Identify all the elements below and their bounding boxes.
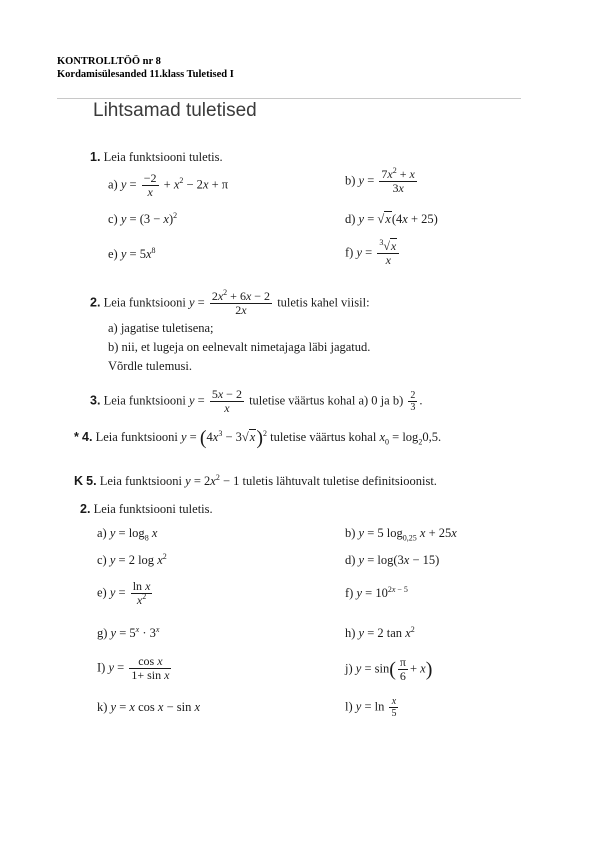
task1-text: Leia funktsiooni tuletis.	[103, 150, 223, 164]
part2-d: d) y = log(3x − 15)	[345, 553, 440, 567]
part2-j: j) y = sin( $\frac{\pi}{6}$ + x)	[345, 655, 433, 683]
task5-number: 5.	[86, 474, 97, 488]
task1-e: e) $y = 5x^8$	[108, 245, 156, 261]
header-title: KONTROLLTÖÖ nr 8	[57, 56, 161, 67]
task5-heading: K 5. Leia funktsiooni $y = 2x^2 - 1$ tuletis lähtuvalt tuletise definitsioonist.	[74, 472, 437, 488]
task4-mark: *	[74, 430, 79, 444]
task1-f: f) y = $\frac{^3√x}{x}$	[345, 240, 401, 267]
task2-heading: 2. Leia funktsiooni y = $\frac{2x^2 + 6x - 2}{2x}$ tuletis kahel viisil:	[90, 288, 370, 317]
task2-number: 2.	[90, 295, 101, 310]
header-subtitle: Kordamisülesanded 11.klass Tuletised I	[57, 69, 234, 80]
task3-number: 3.	[90, 393, 101, 408]
task1-c: c) $y = (3 - x)^2$	[108, 210, 178, 226]
part2-k: k) y = x cos x − sin x	[97, 700, 201, 714]
section-title: Lihtsamad tuletised	[93, 100, 257, 121]
task1-heading	[90, 150, 223, 165]
task1-a: a) y = $\frac{-2}{x}$ + $x^2 - 2x + \pi$	[108, 171, 229, 199]
task2-item-a: a) jagatise tuletisena;	[108, 321, 214, 335]
divider	[57, 98, 521, 99]
part2-f: f) $y = 10^{2x - 5}$	[345, 584, 408, 600]
task1-b: b) y = $\frac{7x^2 + x}{3x}$	[345, 166, 415, 195]
part2-i: I) y = $\frac{\text{cos x}}{\text{1+ sin x}}$	[97, 654, 170, 682]
task3-heading: 3. Leia funktsiooni y = $\frac{5x - 2}{x}$ tuletise väärtus kohal a) 0 ja b) $\frac{2}{3}$ .	[90, 387, 423, 415]
part2-g: g) $y = 5^x \cdot 3^x$	[97, 624, 160, 640]
part2-e: e) y = $\frac{\text{ln x}}{x^2}$	[97, 579, 151, 607]
part2-a: a) $y = \log_8 x$	[97, 526, 158, 543]
part2-c: c) y = 2 $\log x^2$	[97, 551, 167, 567]
part2-number: 2.	[80, 502, 91, 516]
part2-heading: 2. Leia funktsiooni tuletis.	[80, 502, 213, 516]
task4-heading: * 4. Leia funktsiooni $y = (4x^3 - 3√x)^2$ tuletise väärtus kohal $x_0 = \log_20,5$.	[74, 427, 442, 450]
task1-d: d) y = √x(4x + 25)	[345, 212, 438, 226]
task2-compare: Võrdle tulemusi.	[108, 359, 193, 373]
part2-l: l) y = ln $\frac{x}{5}$	[345, 696, 397, 719]
task5-mark: K	[74, 474, 84, 488]
task2-item-b: b) nii, et lugeja on eelnevalt nimetajaga läbi jagatud.	[108, 340, 371, 354]
task1-number: 1.	[90, 150, 101, 164]
part2-b: b) y = 5 $\log_{0,25} x + 25x$	[345, 526, 457, 543]
part2-h: h) y = 2 $\tan x^2$	[345, 624, 415, 640]
task4-number: 4.	[82, 430, 93, 444]
